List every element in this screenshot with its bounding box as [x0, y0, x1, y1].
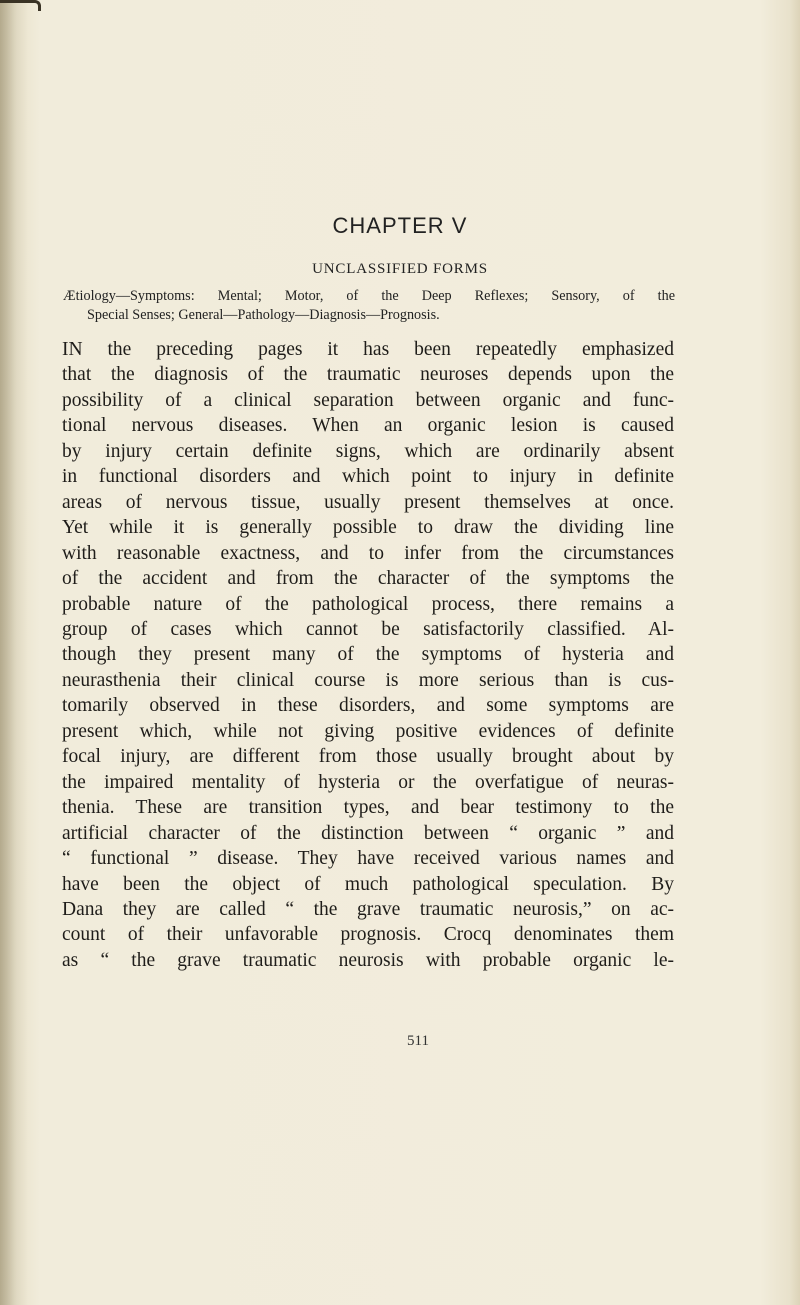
body-line: thenia. These are transition types, and bear testimony to the [62, 797, 674, 819]
body-line: by injury certain definite signs, which are ordinarily absent [62, 440, 674, 462]
page-corner-mark [0, 0, 41, 11]
body-line: tional nervous diseases. When an organic lesion is caused [62, 415, 674, 437]
chapter-synopsis [63, 287, 675, 325]
body-line: that the diagnosis of the traumatic neuroses depends upon the [62, 364, 674, 386]
body-line: have been the object of much pathological speculation. By [62, 873, 674, 895]
body-line: of the accident and from the character of the symptoms the [62, 568, 674, 590]
body-line: focal injury, are different from those usually brought about by [62, 746, 674, 768]
synopsis-line: Ætiology—Symptoms: Mental; Motor, of the Deep Reflexes; Sensory, of the [63, 288, 675, 304]
body-line: IN the preceding pages it has been repeatedly emphasized [62, 339, 674, 360]
body-line: probable nature of the pathological process, there remains a [62, 593, 674, 615]
body-line: though they present many of the symptoms of hysteria and [62, 644, 674, 666]
body-line: tomarily observed in these disorders, and some symptoms are [62, 695, 674, 717]
body-line: “ functional ” disease. They have received various names and [62, 848, 674, 870]
body-line: present which, while not giving positive evidences of definite [62, 720, 674, 742]
body-line: neurasthenia their clinical course is more serious than is cus- [62, 669, 674, 691]
body-line: possibility of a clinical separation between organic and func- [62, 389, 674, 411]
page-spine-shadow [0, 0, 28, 1305]
body-line: with reasonable exactness, and to infer from the circumstances [62, 542, 674, 564]
body-paragraph [62, 337, 674, 973]
body-line: artificial character of the distinction between “ organic ” and [62, 822, 674, 844]
body-line: in functional disorders and which point to injury in definite [62, 466, 674, 488]
chapter-heading: CHAPTER V [332, 213, 468, 238]
page-number: 511 [407, 1033, 429, 1049]
body-line: areas of nervous tissue, usually present themselves at once. [62, 491, 674, 513]
synopsis-line: Special Senses; General—Pathology—Diagnosis—Prognosis. [87, 307, 440, 323]
body-line: count of their unfavorable prognosis. Crocq denominates them [62, 924, 674, 946]
body-line: the impaired mentality of hysteria or the overfatigue of neuras- [62, 771, 674, 793]
body-line: group of cases which cannot be satisfactorily classified. Al- [62, 618, 674, 640]
body-line: as “ the grave traumatic neurosis with probable organic le- [62, 949, 674, 971]
chapter-title: UNCLASSIFIED FORMS [312, 261, 488, 277]
body-line: Dana they are called “ the grave traumatic neurosis,” on ac- [62, 898, 674, 920]
body-line: Yet while it is generally possible to draw the dividing line [62, 517, 674, 539]
